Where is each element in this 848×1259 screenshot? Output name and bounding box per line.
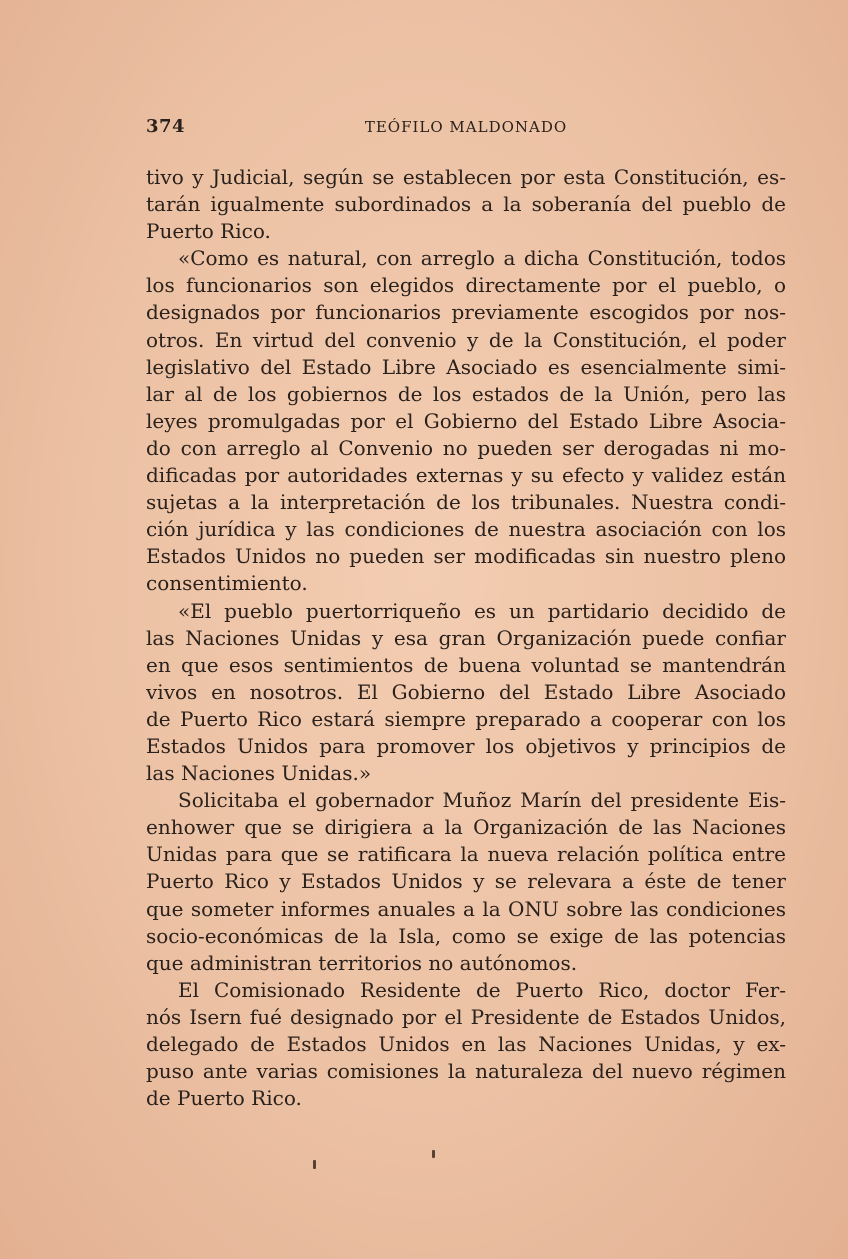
text-line: enhower que se dirigiera a la Organización de las Naciones: [146, 815, 786, 840]
text-line: ción jurídica y las condiciones de nuestra asociación con los: [146, 517, 786, 542]
text-line: delegado de Estados Unidos en las Naciones Unidas, y ex-: [146, 1032, 786, 1056]
text-line: «El pueblo puertorriqueño es un partidario decidido de: [178, 598, 786, 623]
text-line: leyes promulgadas por el Gobierno del Estado Libre Asocia-: [146, 408, 786, 433]
text-line: Unidas para que se ratificara la nueva relación política entre: [146, 842, 786, 867]
text-line: vivos en nosotros. El Gobierno del Estado Libre Asociado: [146, 679, 786, 704]
ink-speck: [313, 1160, 316, 1169]
text-line: do con arreglo al Convenio no pueden ser derogadas ni mo-: [146, 435, 786, 460]
text-line: Puerto Rico.: [146, 219, 271, 244]
text-line: en que esos sentimientos de buena voluntad se mantendrán: [146, 652, 786, 677]
text-line: tarán igualmente subordinados a la soberanía del pueblo de: [146, 192, 786, 217]
text-line: que administran territorios no autónomos.: [146, 950, 578, 975]
running-title: TEÓFILO MALDONADO: [364, 118, 568, 136]
body-text: [146, 164, 786, 1112]
text-line: socio-económicas de la Isla, como se exige de las potencias: [146, 923, 786, 948]
text-line: los funcionarios son elegidos directamente por el pueblo, o: [146, 273, 786, 298]
text-line: nós Isern fué designado por el Presidente de Estados Unidos,: [146, 1004, 786, 1029]
page-number: 374: [146, 116, 186, 137]
text-line: las Naciones Unidas y esa gran Organización puede confiar: [146, 625, 786, 650]
text-line: puso ante varias comisiones la naturaleza del nuevo régimen: [146, 1059, 786, 1084]
running-head: [146, 116, 786, 140]
text-line: sujetas a la interpretación de los tribunales. Nuestra condi-: [146, 490, 786, 515]
text-line: las Naciones Unidas.»: [146, 761, 372, 786]
text-line: «Como es natural, con arreglo a dicha Constitución, todos: [178, 246, 786, 271]
text-line: que someter informes anuales a la ONU sobre las condiciones: [146, 896, 786, 921]
text-line: legislativo del Estado Libre Asociado es esencialmente simi-: [146, 354, 786, 379]
text-line: de Puerto Rico estará siempre preparado a cooperar con los: [146, 706, 786, 731]
text-line: dificadas por autoridades externas y su efecto y validez están: [146, 463, 786, 488]
text-line: lar al de los gobiernos de los estados de la Unión, pero las: [146, 381, 786, 406]
ink-speck: [432, 1150, 435, 1158]
text-line: Estados Unidos para promover los objetivos y principios de: [146, 733, 786, 758]
text-line: consentimiento.: [146, 571, 308, 596]
text-line: de Puerto Rico.: [146, 1086, 302, 1111]
text-line: El Comisionado Residente de Puerto Rico, doctor Fer-: [178, 977, 786, 1002]
text-line: designados por funcionarios previamente escogidos por nos-: [146, 300, 786, 325]
text-line: otros. En virtud del convenio y de la Constitución, el poder: [146, 327, 786, 352]
text-line: tivo y Judicial, según se establecen por esta Constitución, es-: [146, 165, 786, 189]
text-line: Puerto Rico y Estados Unidos y se relevara a éste de tener: [146, 869, 786, 894]
text-line: Estados Unidos no pueden ser modificadas sin nuestro pleno: [146, 544, 786, 569]
text-line: Solicitaba el gobernador Muñoz Marín del presidente Eis-: [178, 788, 786, 813]
